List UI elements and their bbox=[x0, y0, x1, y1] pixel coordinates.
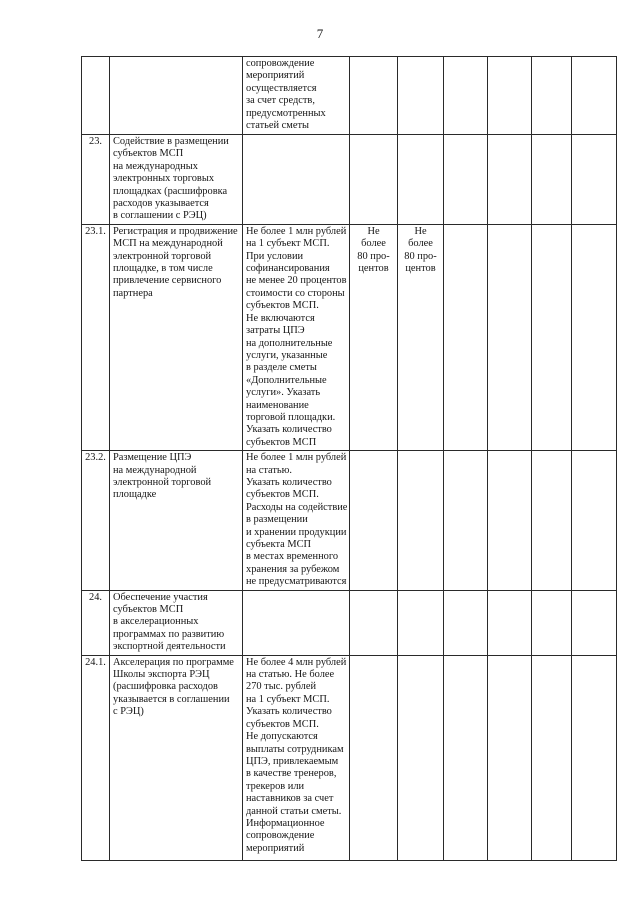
cell-line: стоимости со стороны bbox=[246, 287, 345, 299]
cell-line: электронной торговой bbox=[113, 476, 212, 488]
empty-cell bbox=[488, 451, 532, 590]
cell-line: услуги, указанные bbox=[246, 349, 328, 361]
page-number: 7 bbox=[316, 26, 324, 41]
cell-line: Не bbox=[367, 225, 380, 237]
item-number-cell bbox=[82, 57, 110, 135]
empty-cell bbox=[572, 590, 617, 655]
cell-line: экспортной деятельности bbox=[113, 641, 226, 653]
table-row bbox=[82, 57, 617, 135]
cell-line: площадках (расшифровка bbox=[113, 185, 228, 197]
conditions-cell bbox=[243, 590, 350, 655]
empty-cell bbox=[444, 451, 488, 590]
empty-cell bbox=[488, 57, 532, 135]
empty-cell bbox=[532, 590, 572, 655]
cell-line: 80 про- bbox=[357, 250, 390, 262]
empty-cell bbox=[444, 655, 488, 860]
cell-line: Информационное bbox=[246, 817, 325, 829]
empty-cell bbox=[532, 224, 572, 450]
cell-line: в акселерационных bbox=[113, 616, 199, 628]
empty-cell bbox=[572, 655, 617, 860]
cell-line: субъектов МСП. bbox=[246, 489, 319, 501]
expense-name-cell bbox=[110, 224, 243, 450]
conditions-cell bbox=[243, 224, 350, 450]
cell-line: Не более 1 млн рублей bbox=[246, 225, 347, 237]
cell-line: хранения за рубежом bbox=[246, 563, 340, 575]
conditions-cell bbox=[243, 57, 350, 135]
cell-line: МСП на международной bbox=[113, 238, 223, 250]
cell-line: При условии bbox=[246, 250, 304, 262]
percent-cell-1 bbox=[350, 57, 398, 135]
cell-line: трекеров или bbox=[246, 780, 305, 792]
percent-cell-1 bbox=[350, 590, 398, 655]
percent-cell-2 bbox=[398, 57, 444, 135]
percent-cell-2 bbox=[398, 224, 444, 450]
cell-line: электронных торговых bbox=[113, 173, 215, 185]
item-number-cell: 23. bbox=[82, 135, 110, 225]
empty-cell bbox=[572, 451, 617, 590]
cell-line: более bbox=[408, 238, 433, 250]
cell-line: (расшифровка расходов bbox=[113, 681, 218, 693]
empty-cell bbox=[444, 57, 488, 135]
conditions-cell bbox=[243, 451, 350, 590]
cell-line: затраты ЦПЭ bbox=[246, 325, 305, 337]
cell-line: Школы экспорта РЭЦ bbox=[113, 669, 210, 681]
item-number-cell: 24. bbox=[82, 590, 110, 655]
cell-line: сопровождение bbox=[246, 58, 315, 69]
percent-cell-2 bbox=[398, 135, 444, 225]
table-row bbox=[82, 655, 617, 860]
expense-name-cell bbox=[110, 57, 243, 135]
cell-line: за счет средств, bbox=[246, 95, 315, 107]
empty-cell bbox=[572, 135, 617, 225]
cell-line: Акселерация по программе bbox=[113, 656, 234, 668]
cell-line: на международной bbox=[113, 464, 197, 476]
cell-line: выплаты сотрудникам bbox=[246, 743, 344, 755]
cell-line: статьей сметы bbox=[246, 120, 309, 132]
empty-cell bbox=[488, 135, 532, 225]
cell-line: не менее 20 процентов bbox=[246, 275, 347, 287]
cell-line: торговой площадки. bbox=[246, 411, 336, 423]
cell-line: более bbox=[361, 238, 386, 250]
cell-line: 270 тыс. рублей bbox=[246, 681, 317, 693]
empty-cell bbox=[488, 590, 532, 655]
cell-line: Обеспечение участия bbox=[113, 591, 208, 603]
cell-line: мероприятий bbox=[246, 70, 305, 82]
expense-name-cell bbox=[110, 590, 243, 655]
percent-cell-2 bbox=[398, 451, 444, 590]
cell-line: Регистрация и продвижение bbox=[113, 225, 238, 237]
cell-line: наименование bbox=[246, 399, 309, 411]
cell-line: на международных bbox=[113, 160, 198, 172]
cell-line: электронной торговой bbox=[113, 250, 212, 262]
item-number-cell: 24.1. bbox=[82, 655, 110, 860]
table-row bbox=[82, 590, 617, 655]
percent-cell-1 bbox=[350, 135, 398, 225]
cell-line: на 1 субъект МСП. bbox=[246, 238, 330, 250]
cell-line: 80 про- bbox=[404, 250, 437, 262]
budget-table bbox=[81, 56, 617, 861]
empty-cell bbox=[444, 224, 488, 450]
cell-line: программах по развитию bbox=[113, 628, 225, 640]
cell-line: центов bbox=[358, 263, 389, 275]
cell-line: наставников за счет bbox=[246, 793, 334, 805]
expense-name-cell bbox=[110, 655, 243, 860]
cell-line: Не более 4 млн рублей bbox=[246, 656, 347, 668]
item-number-cell: 23.2. bbox=[82, 451, 110, 590]
cell-line: на дополнительные bbox=[246, 337, 333, 349]
cell-line: Указать количество bbox=[246, 476, 332, 488]
cell-line: Не bbox=[414, 225, 427, 237]
percent-cell-2 bbox=[398, 590, 444, 655]
cell-line: «Дополнительные bbox=[246, 374, 327, 386]
cell-line: данной статьи сметы. bbox=[246, 805, 342, 817]
cell-line: ЦПЭ, привлекаемым bbox=[246, 755, 339, 767]
cell-line: субъектов МСП. bbox=[246, 718, 319, 730]
cell-line: на статью. Не более bbox=[246, 669, 335, 681]
percent-cell-1 bbox=[350, 451, 398, 590]
cell-line: в качестве тренеров, bbox=[246, 768, 337, 780]
empty-cell bbox=[572, 224, 617, 450]
cell-line: партнера bbox=[113, 287, 153, 299]
cell-line: в разделе сметы bbox=[246, 362, 317, 374]
cell-line: привлечение сервисного bbox=[113, 275, 222, 287]
cell-line: субъектов МСП bbox=[113, 604, 184, 616]
empty-cell bbox=[444, 135, 488, 225]
table-row bbox=[82, 135, 617, 225]
cell-line: в соглашении с РЭЦ) bbox=[113, 210, 207, 222]
cell-line: субъектов МСП bbox=[246, 436, 317, 448]
cell-line: и хранении продукции bbox=[246, 526, 347, 538]
empty-cell bbox=[532, 451, 572, 590]
cell-line: на статью. bbox=[246, 464, 293, 476]
empty-cell bbox=[488, 655, 532, 860]
expense-name-cell bbox=[110, 135, 243, 225]
cell-line: осуществляется bbox=[246, 82, 317, 94]
cell-line: в размещении bbox=[246, 514, 308, 526]
cell-line: указывается в соглашении bbox=[113, 693, 230, 705]
empty-cell bbox=[488, 224, 532, 450]
cell-line: субъекта МСП bbox=[246, 539, 312, 550]
empty-cell bbox=[532, 135, 572, 225]
cell-line: площадке bbox=[113, 489, 157, 501]
table-row bbox=[82, 451, 617, 590]
cell-line: Содействие в размещении bbox=[113, 136, 229, 147]
conditions-cell bbox=[243, 135, 350, 225]
cell-line: в местах временного bbox=[246, 551, 339, 563]
cell-line: Размещение ЦПЭ bbox=[113, 452, 192, 464]
conditions-cell bbox=[243, 655, 350, 860]
cell-line: не предусматриваются bbox=[246, 576, 347, 588]
table-row bbox=[82, 224, 617, 450]
cell-line: Указать количество bbox=[246, 706, 332, 718]
cell-line: предусмотренных bbox=[246, 107, 326, 119]
cell-line: Не включаются bbox=[246, 312, 315, 324]
cell-line: услуги». Указать bbox=[246, 387, 321, 399]
cell-line: сопровождение bbox=[246, 830, 315, 842]
cell-line: софинансирования bbox=[246, 263, 330, 275]
cell-line: мероприятий bbox=[246, 842, 305, 854]
cell-line: Не более 1 млн рублей bbox=[246, 452, 347, 464]
cell-line: Указать количество bbox=[246, 424, 332, 436]
empty-cell bbox=[532, 57, 572, 135]
cell-line: Расходы на содействие bbox=[246, 501, 348, 513]
cell-line: расходов указывается bbox=[113, 198, 209, 210]
expense-name-cell bbox=[110, 451, 243, 590]
cell-line: субъектов МСП. bbox=[246, 300, 319, 312]
cell-line: субъектов МСП bbox=[113, 148, 184, 160]
cell-line: центов bbox=[405, 263, 436, 275]
item-number-cell: 23.1. bbox=[82, 224, 110, 450]
percent-cell-1 bbox=[350, 224, 398, 450]
cell-line: на 1 субъект МСП. bbox=[246, 693, 330, 705]
empty-cell bbox=[572, 57, 617, 135]
cell-line: площадке, в том числе bbox=[113, 263, 213, 275]
empty-cell bbox=[532, 655, 572, 860]
cell-line: с РЭЦ) bbox=[113, 706, 144, 718]
percent-cell-1 bbox=[350, 655, 398, 860]
cell-line: Не допускаются bbox=[246, 731, 318, 743]
percent-cell-2 bbox=[398, 655, 444, 860]
empty-cell bbox=[444, 590, 488, 655]
